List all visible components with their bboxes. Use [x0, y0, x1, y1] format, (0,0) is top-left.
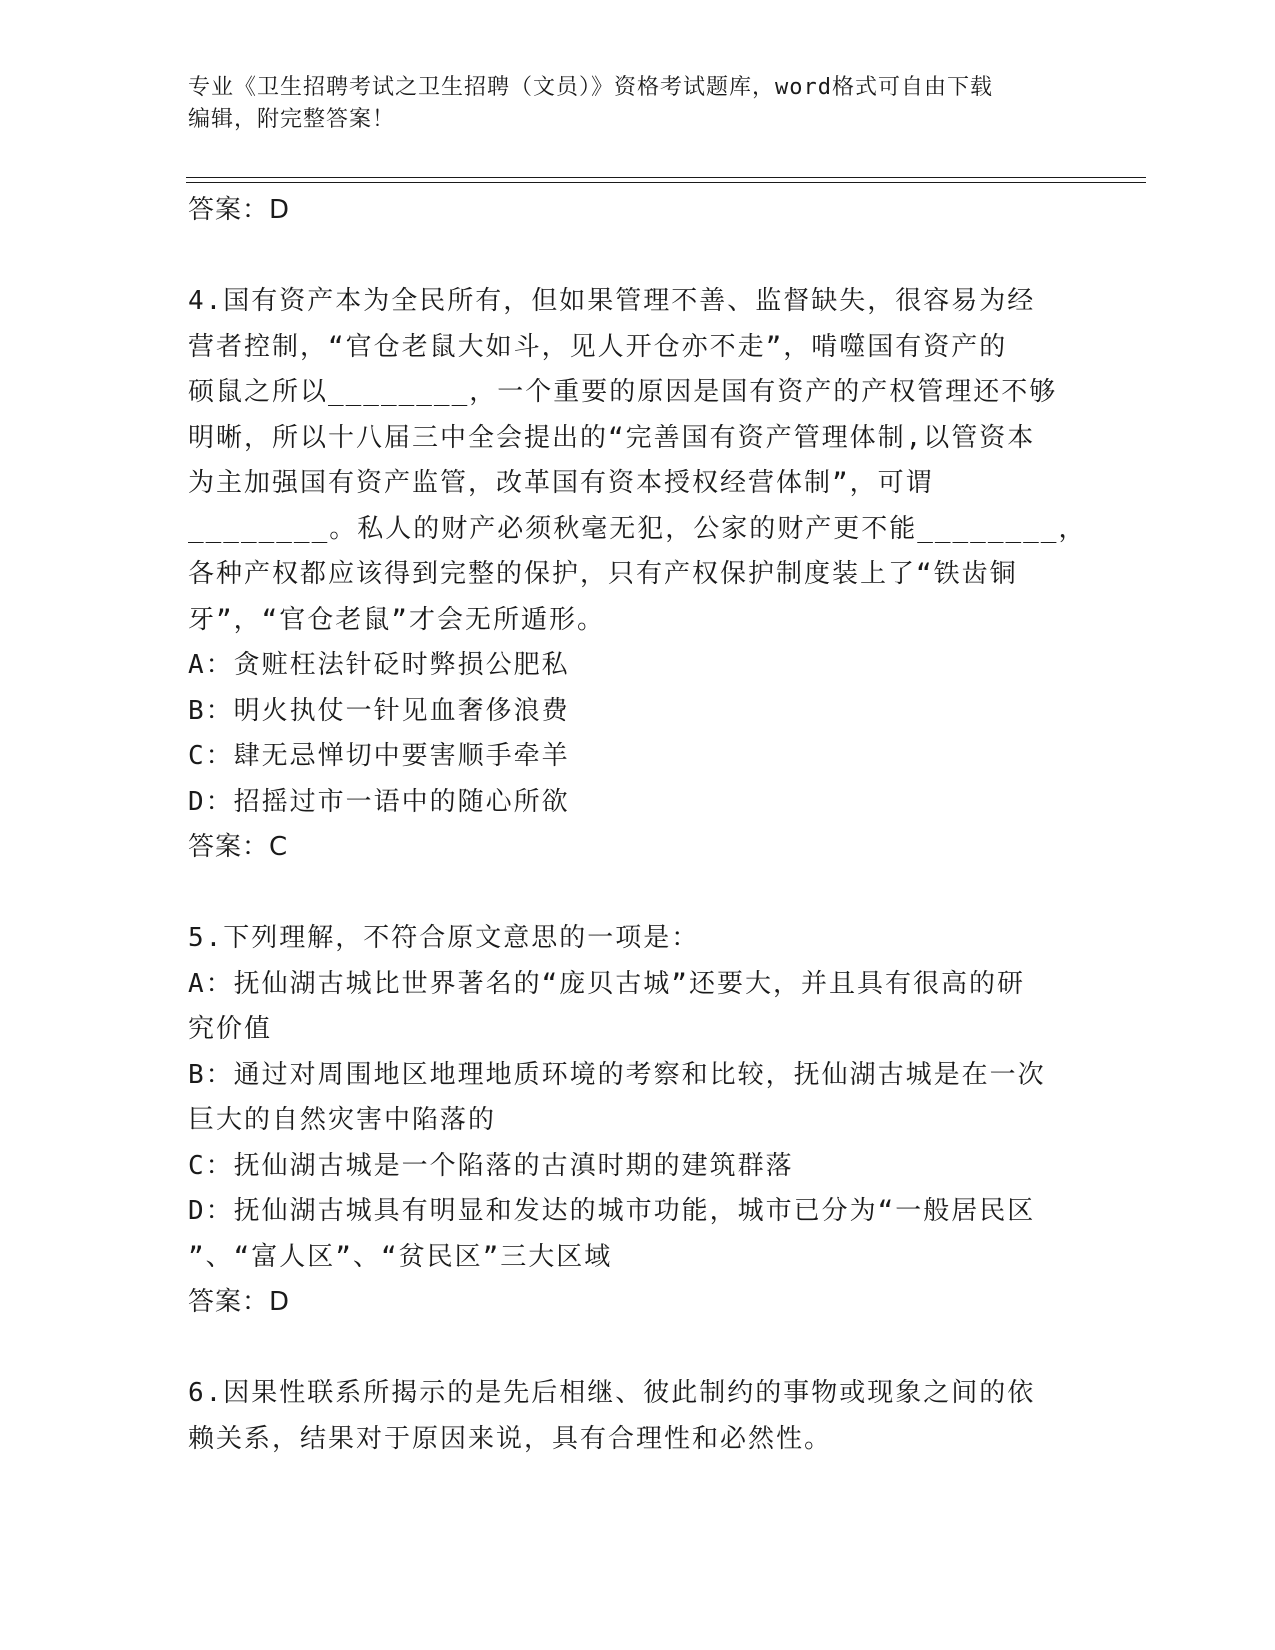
question-text-line: 硕鼠之所以________，一个重要的原因是国有资产的产权管理还不够 [188, 377, 1058, 407]
question-text-line: ________。私人的财产必须秋毫无犯，公家的财产更不能________， [188, 513, 1087, 544]
header-divider [186, 182, 1146, 183]
option-b: B：明火执仗一针见血奢侈浪费 [188, 695, 570, 726]
document-body [188, 188, 1088, 1462]
document-header [188, 72, 1088, 136]
answer-3: 答案：D [188, 195, 291, 225]
question-text-line: 为主加强国有资产监管，改革国有资本授权经营体制”，可谓 [188, 468, 934, 498]
question-text-line: 4.国有资产本为全民所有，但如果管理不善、监督缺失，很容易为经 [188, 286, 1036, 316]
answer-5: 答案：D [188, 1287, 291, 1317]
question-text-line: 营者控制，“官仓老鼠大如斗，见人开仓亦不走”，啃噬国有资产的 [188, 331, 1008, 362]
spacer [188, 234, 1088, 280]
option-b-continued: 巨大的自然灾害中陷落的 [188, 1105, 497, 1135]
spacer [188, 871, 1088, 917]
option-c: C：肆无忌惮切中要害顺手牵羊 [188, 741, 570, 771]
header-divider [186, 177, 1146, 178]
option-c: C：抚仙湖古城是一个陷落的古滇时期的建筑群落 [188, 1150, 794, 1181]
option-a-continued: 究价值 [188, 1014, 273, 1044]
spacer [188, 1326, 1088, 1372]
option-d-continued: ”、“富人区”、“贫民区”三大区域 [188, 1241, 613, 1272]
option-d: D：抚仙湖古城具有明显和发达的城市功能，城市已分为“一般居民区 [188, 1196, 1036, 1226]
question-text-line: 各种产权都应该得到完整的保护，只有产权保护制度装上了“铁齿铜 [188, 559, 1018, 589]
question-text-line: 牙”，“官仓老鼠”才会无所遁形。 [188, 604, 605, 635]
option-a: A：抚仙湖古城比世界著名的“庞贝古城”还要大，并且具有很高的研 [188, 968, 1025, 999]
question-4 [188, 279, 1088, 871]
question-text-line: 6.因果性联系所揭示的是先后相继、彼此制约的事物或现象之间的依 [188, 1378, 1036, 1408]
question-text-line: 5.下列理解，不符合原文意思的一项是： [188, 923, 700, 953]
answer-4: 答案：C [188, 832, 289, 862]
option-a: A：贪赃枉法针砭时弊损公肥私 [188, 650, 570, 680]
header-line: 专业《卫生招聘考试之卫生招聘（文员）》资格考试题库，word格式可自由下载 [188, 75, 993, 100]
question-6 [188, 1371, 1088, 1462]
question-5 [188, 916, 1088, 1326]
option-b: B：通过对周围地区地理地质环境的考察和比较，抚仙湖古城是在一次 [188, 1059, 1046, 1090]
question-text-line: 明晰，所以十八届三中全会提出的“完善国有资产管理体制,以管资本 [188, 422, 1036, 453]
header-line: 编辑，附完整答案！ [188, 107, 396, 132]
option-d: D：招摇过市一语中的随心所欲 [188, 786, 570, 817]
question-text-line: 赖关系，结果对于原因来说，具有合理性和必然性。 [188, 1423, 833, 1454]
